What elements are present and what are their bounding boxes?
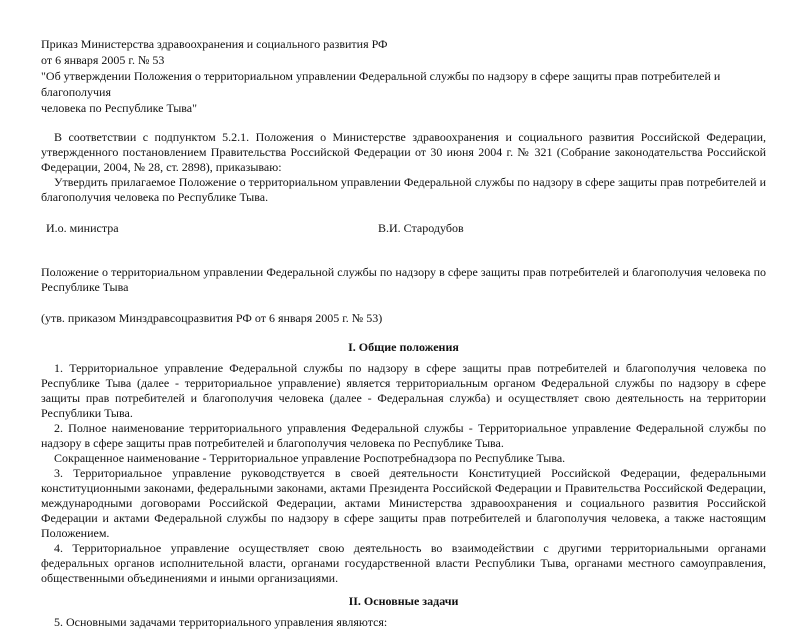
document-header xyxy=(41,36,766,116)
spacer xyxy=(41,116,766,130)
header-order-subject-cont: человека по Республике Тыва" xyxy=(41,101,197,115)
signature-name: В.И. Стародубов xyxy=(378,221,464,235)
preamble-paragraph: В соответствии с подпунктом 5.2.1. Положения о Министерстве здравоохранения и социального развития Российской Федерации, утвержденного постановлением Правительства Российской Федерации от 30 июня 2004 г. № 321 (Собрание законодательства Российской Федерации, 2004, № 28, ст. 2898), приказываю: xyxy=(41,130,766,174)
spacer xyxy=(41,205,766,221)
section-1-title: I. Общие положения xyxy=(348,340,459,354)
spacer xyxy=(41,236,766,265)
section-1-paragraph-1: 1. Территориальное управление Федеральной службы по надзору в сфере защиты прав потребителей и благополучия человека по Республике Тыва (далее - территориальное управление) является территориальным органом Федеральной службы по надзору в сфере защиты прав потребителей и благополучия человека (далее - Федеральная служба) и осуществляет свою деятельность на территории Республики Тыва. xyxy=(41,361,766,420)
signature-block xyxy=(46,221,766,236)
spacer xyxy=(41,586,766,594)
header-order-date: от 6 января 2005 г. № 53 xyxy=(41,53,165,67)
spacer xyxy=(41,295,766,311)
section-1-paragraph-2: 2. Полное наименование территориального управления Федеральной службы - Территориальное управление Федеральной службы по надзору в сфере защиты прав потребителей и благополучия человека по Республике Тыва. xyxy=(41,421,766,450)
section-1-paragraph-4: 3. Территориальное управление руководствуется в своей деятельности Конституцией Российской Федерации, федеральными конституционными законами, федеральными законами, актами Президента Российской Федерации и Правительства Российской Федерации, международными договорами Российской Федерации, актами Министерства здравоохранения и социального развития Российской Федерации и актами Федеральной службы по надзору в сфере защиты прав потребителей и благополучия человека, а также настоящим Положением. xyxy=(41,466,766,540)
signature-position: И.о. министра xyxy=(46,221,119,235)
regulation-title: Положение о территориальном управлении Федеральной службы по надзору в сфере защиты прав потребителей и благополучия человека по Республике Тыва xyxy=(41,265,766,294)
header-order-subject: "Об утверждении Положения о территориальном управлении Федеральной службы по надзору в сфере защиты прав потребителей и благополучия xyxy=(41,69,721,99)
approved-note: (утв. приказом Минздравсоцразвития РФ от 6 января 2005 г. № 53) xyxy=(41,311,383,325)
section-1-paragraph-3: Сокращенное наименование - Территориальное управление Роспотребнадзора по Республике Тыва. xyxy=(54,451,566,465)
section-1-paragraph-5: 4. Территориальное управление осуществляет свою деятельность во взаимодействии с другими территориальными органами федеральных органов исполнительной власти, органами государственной власти Республики Тыва, органами местного самоуправления, общественными объединениями и иными организациями. xyxy=(41,541,766,585)
section-2-paragraph-1: 5. Основными задачами территориального управления являются: xyxy=(54,615,388,629)
header-order-title: Приказ Министерства здравоохранения и социального развития РФ xyxy=(41,37,388,51)
spacer xyxy=(41,326,766,340)
order-paragraph: Утвердить прилагаемое Положение о территориальном управлении Федеральной службы по надзору в сфере защиты прав потребителей и благополучия человека по Республике Тыва. xyxy=(41,175,766,204)
section-2-title: II. Основные задачи xyxy=(348,594,459,608)
